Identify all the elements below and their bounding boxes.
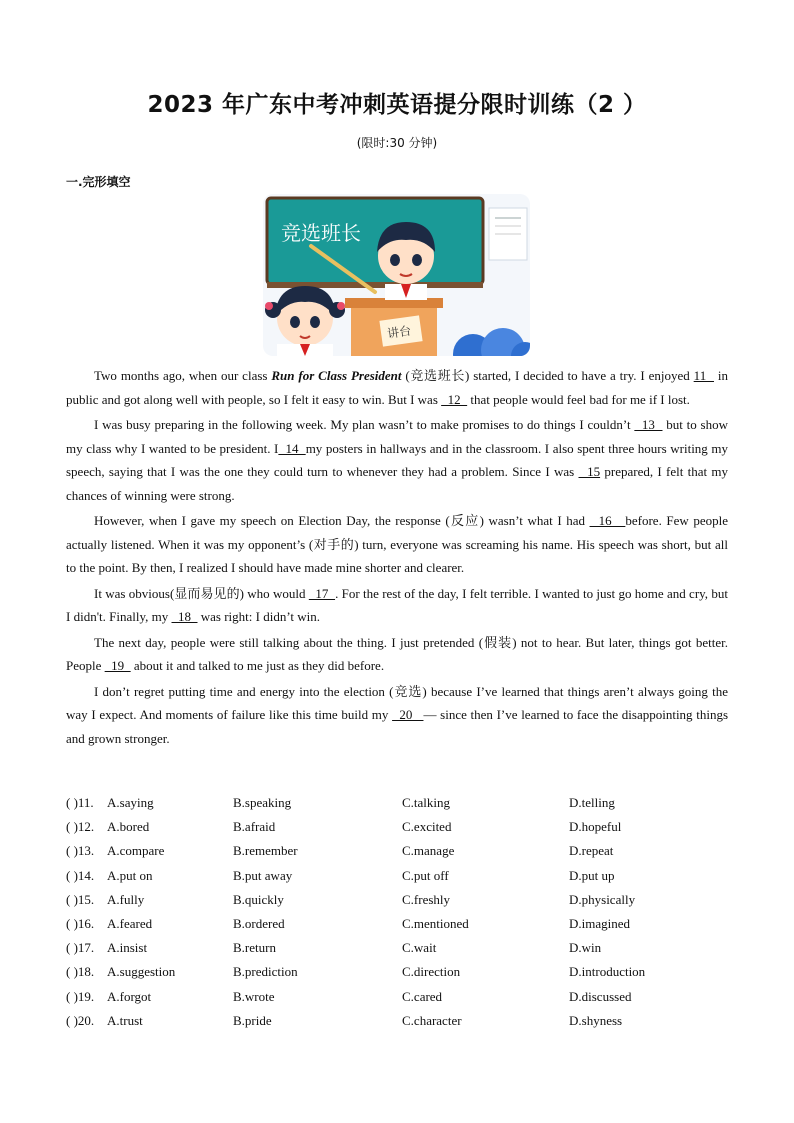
blank-20: 20 bbox=[392, 707, 424, 722]
option-b: B.speaking bbox=[233, 795, 292, 810]
question-options bbox=[66, 791, 728, 1033]
option-a: A.fully bbox=[107, 891, 145, 907]
board-text: 竞选班长 bbox=[281, 221, 361, 245]
question-number: ( )12. bbox=[66, 819, 95, 835]
option-b: B.prediction bbox=[233, 964, 298, 980]
blank-15: 15 bbox=[578, 464, 601, 479]
option-d: D.repeat bbox=[569, 843, 614, 859]
blank-17: 17 bbox=[308, 585, 336, 601]
blank-14: 14 bbox=[278, 440, 306, 456]
blank-18: 18 bbox=[171, 609, 198, 624]
section-title: 一.完形填空 bbox=[66, 175, 131, 189]
option-b: B.wrote bbox=[233, 988, 275, 1004]
question-row bbox=[66, 936, 728, 960]
option-a: A.suggestion bbox=[107, 964, 176, 980]
podium-text: 讲台 bbox=[386, 323, 413, 341]
option-c: C.wait bbox=[402, 940, 437, 956]
blank-13: 13 bbox=[634, 417, 663, 432]
option-c: C.excited bbox=[402, 819, 452, 835]
option-d: D.discussed bbox=[569, 988, 632, 1004]
option-c: C.talking bbox=[402, 795, 451, 810]
question-row bbox=[66, 791, 728, 815]
option-c: C.freshly bbox=[402, 891, 451, 907]
question-number: ( )14. bbox=[66, 867, 95, 883]
cloze-passage bbox=[66, 364, 728, 752]
blank-12: 12 bbox=[441, 391, 468, 407]
class-president-illustration bbox=[263, 194, 530, 356]
question-number: ( )19. bbox=[66, 988, 95, 1004]
question-row bbox=[66, 815, 728, 839]
option-a: A.compare bbox=[107, 843, 165, 859]
paragraph-6: I don’t regret putting time and energy into the election (竞选) because I’ve learned that things aren’t always going the way I expect. And moments of failure like this time build my 20 — since then I’ve learned to face the disappointing things and grown stronger. bbox=[66, 683, 729, 746]
option-c: C.mentioned bbox=[402, 915, 469, 931]
blank-19: 19 bbox=[104, 658, 131, 673]
question-row bbox=[66, 864, 728, 888]
question-row bbox=[66, 960, 728, 984]
event-title: Run for Class President bbox=[271, 368, 402, 383]
option-b: B.put away bbox=[233, 867, 293, 883]
option-b: B.remember bbox=[233, 843, 298, 859]
option-a: A.put on bbox=[107, 867, 153, 883]
option-a: A.forgot bbox=[107, 988, 152, 1004]
question-number: ( )17. bbox=[66, 940, 95, 956]
option-a: A.saying bbox=[107, 795, 154, 810]
question-row bbox=[66, 912, 728, 936]
paragraph-3: However, when I gave my speech on Election Day, the response (反应) wasn’t what I had 16 before. Few people actually listened. When it was my opponent’s (对手的) turn, everyone was screaming his name. His speech was short, but all to the point. By then, I realized I should have made mine shorter and clearer. bbox=[66, 513, 728, 575]
option-d: D.physically bbox=[569, 891, 636, 907]
option-c: C.put off bbox=[402, 867, 449, 883]
question-number: ( )18. bbox=[66, 964, 95, 980]
option-a: A.feared bbox=[107, 915, 153, 931]
option-b: B.afraid bbox=[233, 819, 276, 835]
paragraph-4: It was obvious(显而易见的) who would 17 . For the rest of the day, I felt terrible. I wanted to just go home and cry, but I didn't. Finally, my 18 was right: I didn’t win. bbox=[66, 585, 728, 624]
option-c: C.direction bbox=[402, 964, 461, 980]
question-row bbox=[66, 985, 728, 1009]
paragraph-5: The next day, people were still talking about the thing. I just pretended (假装) not to hear. But later, things got better. People 19 about it and talked to me just as they did before. bbox=[66, 634, 728, 673]
option-b: B.quickly bbox=[233, 891, 284, 907]
illustration bbox=[263, 194, 530, 356]
option-a: A.trust bbox=[107, 1012, 143, 1028]
question-number: ( )20. bbox=[66, 1012, 95, 1028]
option-a: A.insist bbox=[107, 940, 148, 956]
option-d: D.shyness bbox=[569, 1012, 623, 1028]
question-number: ( )16. bbox=[66, 915, 95, 931]
option-c: C.cared bbox=[402, 988, 443, 1004]
option-b: B.ordered bbox=[233, 915, 285, 931]
question-row bbox=[66, 839, 728, 863]
paragraph-2: I was busy preparing in the following week. My plan wasn’t to make promises to do things I couldn’t 13 but to show my class why I wanted to be president. I 14 my posters in hallways and in the classroom. I also spent three hours writing my speech, saying that I was the one they could turn to whenever they had a problem. Since I was 15 prepared, I felt that my chances of winning were strong. bbox=[66, 417, 728, 503]
question-number: ( )15. bbox=[66, 891, 95, 907]
question-number: ( )13. bbox=[66, 843, 95, 859]
option-d: D.put up bbox=[569, 867, 615, 883]
option-d: D.hopeful bbox=[569, 819, 622, 835]
option-c: C.manage bbox=[402, 843, 455, 859]
time-limit: (限时:30 分钟) bbox=[356, 136, 438, 150]
question-row bbox=[66, 888, 728, 912]
blank-16: 16 bbox=[589, 513, 626, 528]
question-row bbox=[66, 1009, 728, 1033]
blank-11: 11 bbox=[693, 368, 714, 383]
option-c: C.character bbox=[402, 1012, 462, 1028]
option-d: D.introduction bbox=[569, 964, 646, 980]
option-b: B.return bbox=[233, 940, 276, 956]
option-b: B.pride bbox=[233, 1012, 272, 1028]
option-a: A.bored bbox=[107, 819, 150, 835]
paragraph-1: Two months ago, when our class Run for Class President (竞选班长) started, I decided to have a try. I enjoyed 11 in public and got along well with people, so I felt it easy to win. But I was 12 that people would feel bad for me if I lost. bbox=[66, 368, 728, 407]
option-d: D.imagined bbox=[569, 915, 631, 931]
question-number: ( )11. bbox=[66, 795, 94, 810]
page-title: 2023 年广东中考冲刺英语提分限时训练（2 ） bbox=[147, 92, 647, 118]
option-d: D.telling bbox=[569, 795, 615, 810]
option-d: D.win bbox=[569, 940, 602, 956]
